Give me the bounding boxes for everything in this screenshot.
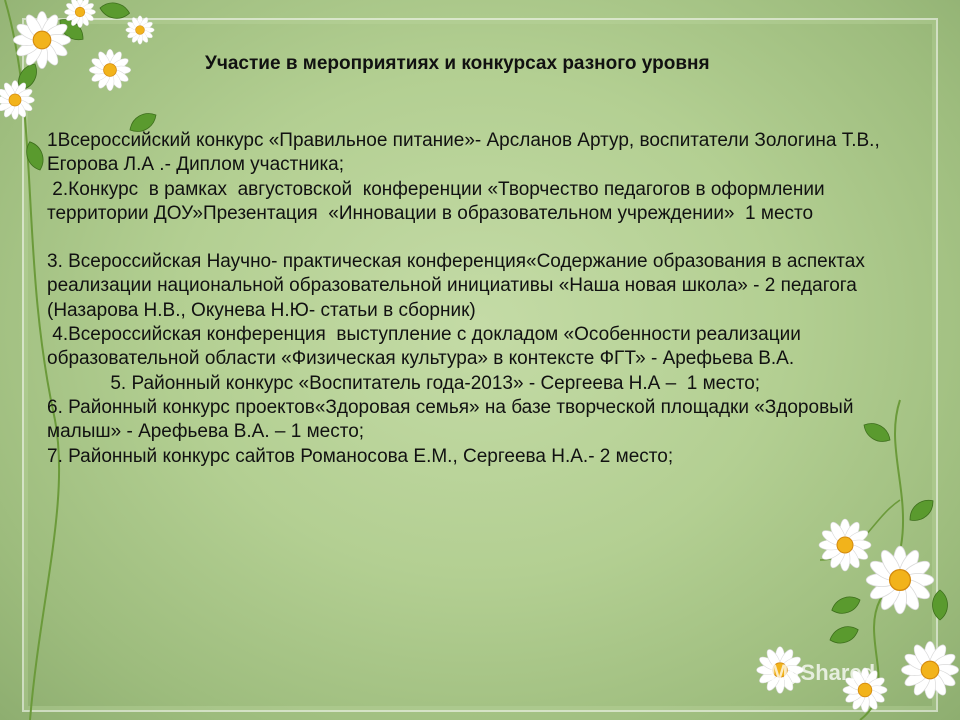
watermark-logo: MyShared [770, 660, 876, 685]
list-item: 4.Всероссийская конференция выступление с докладом «Особенности реализации образовательной области «Физическая культура» в контексте ФГТ» - Арефьева В.А. [47, 324, 807, 370]
list-item: 2.Конкурс в рамках августовской конференции «Творчество педагогов в оформлении территории ДОУ»Презентация «Инновации в образовательном учреждении» 1 место [47, 178, 830, 224]
list-item: 6. Районный конкурс проектов«Здоровая семья» на базе творческой площадки «Здоровый малыш» - Арефьева В.А. – 1 место; [47, 396, 854, 443]
achievements-list [47, 129, 907, 469]
list-item: 3. Всероссийская Научно- практическая конференция«Содержание образования в аспектах реализации национальной образовательной инициативы «Наша новая школа» - 2 педагога (Назарова Н.В., Окунева Н.Ю- статьи в сборник) [47, 251, 865, 321]
list-item: 1Всероссийский конкурс «Правильное питание»- Арсланов Артур, воспитатели Зологина Т.В., Егорова Л.А .- Диплом участника; [47, 130, 880, 176]
list-item: 7. Районный конкурс сайтов Романосова Е.М., Сергеева Н.А.- 2 место; [47, 445, 674, 467]
slide-title: Участие в мероприятиях и конкурсах разного уровня [205, 53, 710, 74]
list-item: 5. Районный конкурс «Воспитатель года-2013» - Сергеева Н.А – 1 место; [47, 372, 761, 394]
